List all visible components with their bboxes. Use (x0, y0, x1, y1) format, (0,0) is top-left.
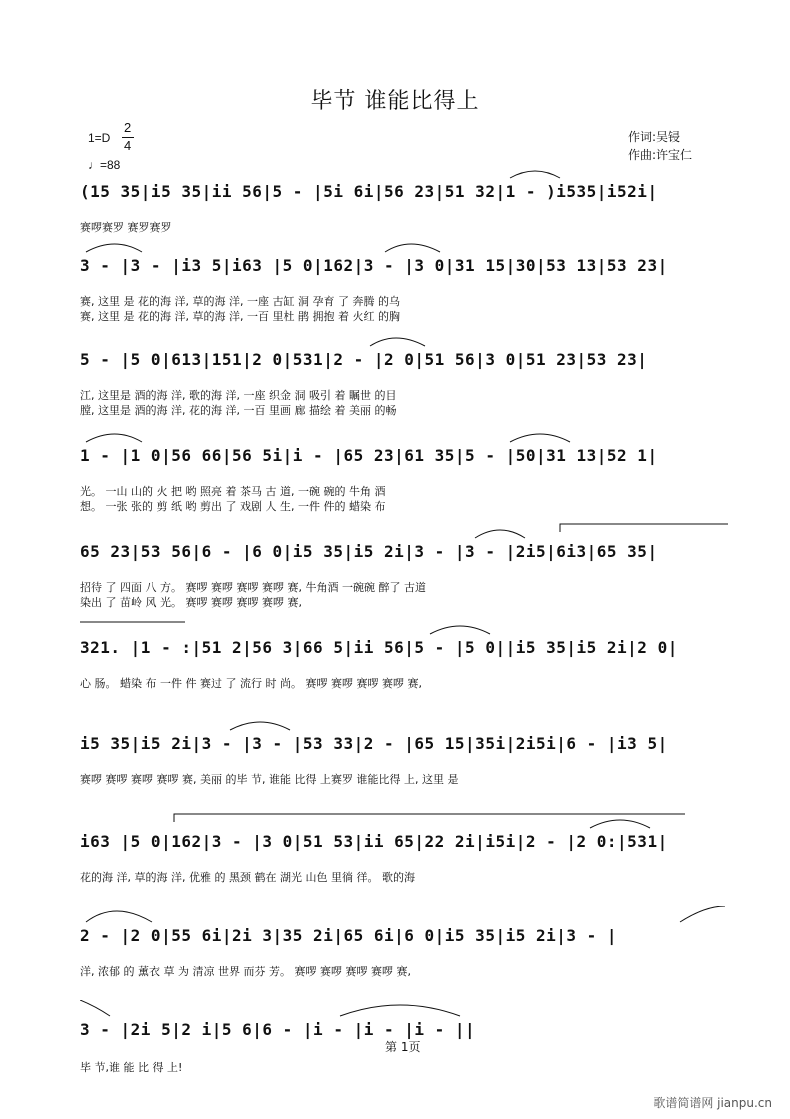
notation-line: 2 - |2 0|55 6i|2i 3|35 2i|65 6i|6 0|i5 35|i5 2i|3 - | (80, 926, 618, 945)
lyric-verse-2: 想。 一张 张的 剪 纸 哟 剪出 了 戏剧 人 生, 一件 件的 蜡染 布 (80, 500, 386, 513)
lyric-verse-2: 染出 了 苗岭 风 光。 赛啰 赛啰 赛啰 赛啰 赛, (80, 596, 302, 609)
notation-line: 65 23|53 56|6 - |6 0|i5 35|i5 2i|3 - |3 - |2i5|6i3|65 35| (80, 542, 658, 561)
score-line-2 (80, 250, 728, 340)
notation-line: 3 - |3 - |i3 5|i63 |5 0|162|3 - |3 0|31 15|30|53 13|53 23| (80, 256, 668, 275)
lyric-verse-1: 心 肠。 蜡染 布 一件 件 赛过 了 流行 时 尚。 赛啰 赛啰 赛啰 赛啰 赛, (80, 677, 422, 690)
score-line-7 (80, 728, 728, 818)
lyric-verse-1: 光。 一山 山的 火 把 哟 照亮 着 茶马 古 道, 一碗 碗的 牛角 酒 (80, 485, 386, 498)
score-line-8 (80, 826, 728, 916)
lyric-verse-1: 招待 了 四面 八 方。 赛啰 赛啰 赛啰 赛啰 赛, 牛角酒 一碗碗 醉了 古道 (80, 581, 426, 594)
lyric-verse-1: 花的海 洋, 草的海 洋, 优雅 的 黑颈 鹤在 湖光 山色 里徜 徉。 歌的海 (80, 871, 415, 884)
watermark: 歌谱简谱网 jianpu.cn (653, 1096, 772, 1110)
lyric-verse-1: 江, 这里是 酒的海 洋, 歌的海 洋, 一座 织金 洞 吸引 着 瞩世 的目 (80, 389, 397, 402)
notation-line: i5 35|i5 2i|3 - |3 - |53 33|2 - |65 15|35i|2i5i|6 - |i3 5| (80, 734, 668, 753)
score-line-10 (80, 1014, 728, 1104)
score-line-5 (80, 536, 728, 626)
notation-line: 321. |1 - :|51 2|56 3|66 5|ii 56|5 - |5 0||i5 35|i5 2i|2 0| (80, 638, 678, 657)
lyric-verse-1: 赛, 这里 是 花的海 洋, 草的海 洋, 一座 古缸 洞 孕育 了 奔腾 的乌 (80, 295, 400, 308)
score-line-4 (80, 440, 728, 530)
lyric-verse-1: 洋, 浓郁 的 薰衣 草 为 清凉 世界 而芬 芳。 赛啰 赛啰 赛啰 赛啰 赛, (80, 965, 411, 978)
score-title: 毕节 谁能比得上 (310, 89, 480, 114)
lyric-verse-1: 赛啰 赛啰 赛啰 赛啰 赛, 美丽 的毕 节, 谁能 比得 上赛罗 谁能比得 上, 这里 是 (80, 773, 459, 786)
composer-credit: 作曲:许宝仁 (628, 148, 693, 162)
notation-line: 3 - |2i 5|2 i|5 6|6 - |i - |i - |i - || (80, 1020, 476, 1039)
score-line-6 (80, 632, 728, 722)
notation-line: 5 - |5 0|613|151|2 0|531|2 - |2 0|51 56|3 0|51 23|53 23| (80, 350, 648, 369)
time-signature-bottom: 4 (124, 138, 132, 153)
lyric-verse-2: 膛, 这里是 酒的海 洋, 花的海 洋, 一百 里画 廊 描绘 着 美丽 的畅 (80, 404, 397, 417)
lyric-verse-1: 毕 节,谁 能 比 得 上! (80, 1061, 183, 1074)
score-line-3 (80, 344, 728, 434)
notation-line: (15 35|i5 35|ii 56|5 - |5i 6i|56 23|51 32|1 - )i535|i52i| (80, 182, 658, 201)
lyricist-credit: 作词:吴锓 (628, 130, 681, 144)
lyric-verse-2: 赛, 这里 是 花的海 洋, 草的海 洋, 一百 里杜 鹃 拥抱 着 火红 的胸 (80, 310, 400, 323)
notation-line: i63 |5 0|162|3 - |3 0|51 53|ii 65|22 2i|i5i|2 - |2 0:|531| (80, 832, 668, 851)
score-line-9 (80, 920, 728, 1010)
time-signature-top: 2 (124, 120, 132, 135)
tempo-marking: ♩=88 (88, 158, 121, 172)
notation-line: 1 - |1 0|56 66|56 5i|i - |65 23|61 35|5 - |50|31 13|52 1| (80, 446, 658, 465)
page-number: 第 1页 (385, 1040, 421, 1054)
key-signature: 1=D (88, 131, 111, 145)
lyric-verse-1: 赛啰赛罗 赛罗赛罗 (80, 221, 172, 234)
